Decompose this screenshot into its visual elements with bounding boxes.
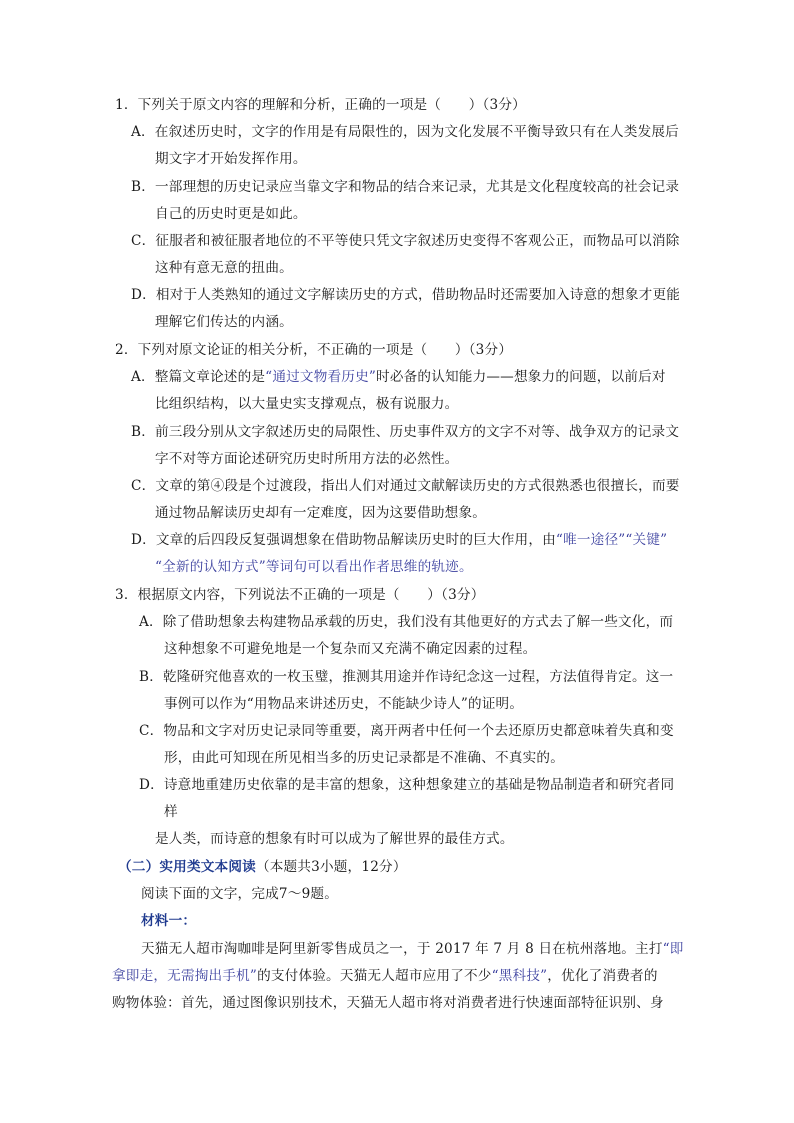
question-2-option-d-line-2: “全新的认知方式”等词句可以看出作者思维的轨迹。 <box>155 559 473 575</box>
section-title: （二）实用类文本阅读 <box>118 859 256 875</box>
question-2-option-b-line-1: B．前三段分别从文字叙述历史的局限性、历史事件双方的文字不对等、战争双方的记录文 <box>131 424 680 440</box>
section-instruction: 阅读下面的文字，完成7～9题。 <box>141 886 339 902</box>
quoted-phrase: “即 <box>662 941 684 957</box>
question-3-option-b-line-2: 事例可以作为“用物品来讲述历史，不能缺少诗人”的证明。 <box>164 696 524 712</box>
quoted-phrase: “唯一途径”“关键” <box>555 532 668 548</box>
question-2-option-a-line-2: 比组织结构，以大量史实支撑观点，极有说服力。 <box>155 396 459 412</box>
material-paragraph-line-1 <box>141 940 684 958</box>
paragraph-text-rest: ，优化了消费者的 <box>547 968 658 984</box>
question-1-option-c-line-1: C．征服者和被征服者地位的不平等使只凭文字叙述历史变得不客观公正，而物品可以消除 <box>131 233 680 249</box>
question-1-option-d-line-2: 理解它们传达的内涵。 <box>155 314 293 330</box>
question-3-option-c-line-1: C．物品和文字对历史记录同等重要，离开两者中任何一个去还原历史都意味着失真和变 <box>139 723 674 739</box>
question-3-option-d-line-2: 是人类，而诗意的想象有时可以成为了解世界的最佳方式。 <box>155 831 514 847</box>
question-1-option-a-line-1: A．在叙述历史时，文字的作用是有局限性的，因为文化发展不平衡导致只有在人类发展后 <box>131 124 679 140</box>
question-1-option-b-line-2: 自己的历史时更是如此。 <box>155 206 307 222</box>
question-3-option-d-line-1: D．诗意地重建历史依靠的是丰富的想象，这种想象建立的基础是物品制造者和研究者同 <box>139 777 675 793</box>
question-1-option-a-line-2: 期文字才开始发挥作用。 <box>155 151 307 167</box>
question-3-stem: 3．根据原文内容，下列说法不正确的一项是（ ）（3分） <box>115 587 485 603</box>
option-a-text: A．整篇文章论述的是 <box>131 369 266 385</box>
question-2-option-a-line-1 <box>131 368 666 386</box>
option-a-text-rest: 时必备的认知能力——想象力的问题，以前后对 <box>376 369 666 385</box>
question-1-stem: 1．下列关于原文内容的理解和分析，正确的一项是（ ）（3分） <box>115 97 526 113</box>
question-2-option-c-line-2: 通过物品解读历史却有一定难度，因为这要借助想象。 <box>155 505 487 521</box>
paragraph-text: 天猫无人超市淘咖啡是阿里新零售成员之一，于 2017 年 7 月 8 日在杭州落地。主打 <box>141 941 663 957</box>
question-1-option-b-line-1: B．一部理想的历史记录应当靠文字和物品的结合来记录，尤其是文化程度较高的社会记录 <box>131 179 680 195</box>
question-2-option-d-line-1 <box>131 531 667 549</box>
question-3-option-c-line-2: 形，由此可知现在所见相当多的历史记录都是不准确、不真实的。 <box>164 750 565 766</box>
material-paragraph-line-2 <box>112 967 658 985</box>
question-3-option-a-line-1: A．除了借助想象去构建物品承载的历史，我们没有其他更好的方式去了解一些文化，而 <box>139 614 674 630</box>
quoted-phrase: “黑科技” <box>491 968 548 984</box>
paragraph-text: 的支付体验。天猫无人超市应用了不少 <box>257 968 492 984</box>
quoted-phrase: 拿即走，无需掏出手机” <box>112 968 258 984</box>
section-note: （本题共3小题，12分） <box>255 859 407 875</box>
question-1-option-d-line-1: D．相对于人类熟知的通过文字解读历史的方式，借助物品时还需要加入诗意的想象才更能 <box>131 287 681 303</box>
option-d-text: D．文章的后四段反复强调想象在借助物品解读历史时的巨大作用，由 <box>131 532 556 548</box>
section-heading <box>118 858 407 876</box>
question-3-option-d-line-1b: 样 <box>164 804 178 820</box>
question-3-option-b-line-1: B．乾隆研究他喜欢的一枚玉璧，推测其用途并作诗纪念这一过程，方法值得肯定。这一 <box>139 669 674 685</box>
question-2-option-b-line-2: 字不对等方面论述研究历史时所用方法的必然性。 <box>155 451 459 467</box>
question-3-option-a-line-2: 这种想象不可避免地是一个复杂而又充满不确定因素的过程。 <box>164 641 537 657</box>
material-label: 材料一： <box>141 913 197 929</box>
question-2-stem: 2．下列对原文论证的相关分析，不正确的一项是（ ）（3分） <box>115 342 513 358</box>
material-paragraph-line-3: 购物体验：首先，通过图像识别技术，天猫无人超市将对消费者进行快速面部特征识别、身 <box>112 995 664 1011</box>
question-2-option-c-line-1: C．文章的第④段是个过渡段，指出人们对通过文献解读历史的方式很熟悉也很擅长，而要 <box>131 478 680 494</box>
question-1-option-c-line-2: 这种有意无意的扭曲。 <box>155 260 293 276</box>
quoted-phrase: “通过文物看历史” <box>265 369 377 385</box>
